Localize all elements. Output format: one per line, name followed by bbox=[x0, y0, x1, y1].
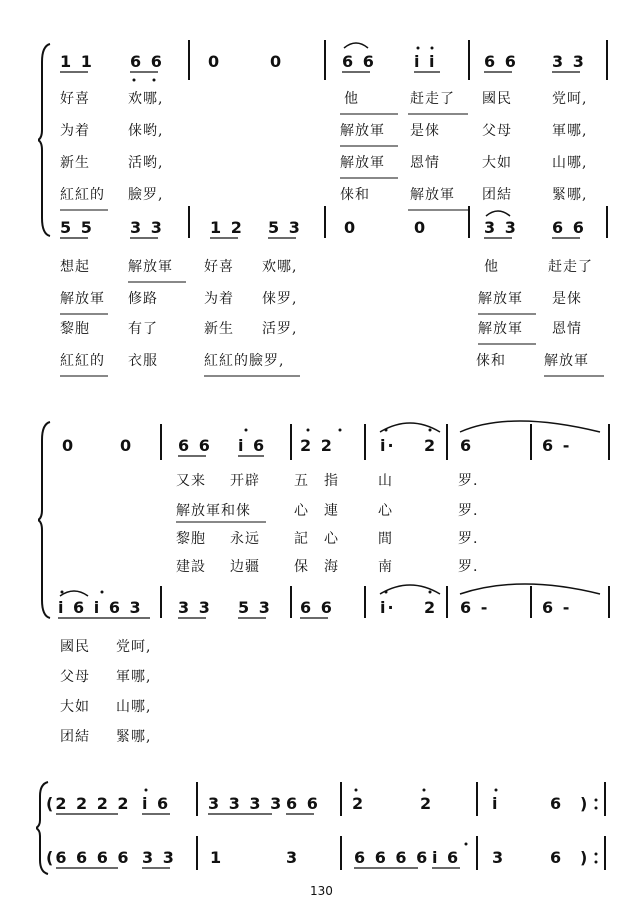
lyric: 罗. bbox=[458, 473, 479, 489]
lyric: 間 bbox=[378, 531, 393, 547]
lyric: 指 bbox=[324, 473, 339, 489]
lyric: 紅紅的 bbox=[60, 187, 105, 203]
note: i 6 bbox=[142, 794, 171, 813]
note: 3 3 bbox=[552, 52, 586, 71]
note: 1 bbox=[210, 848, 224, 867]
lyric: 解放軍 bbox=[478, 291, 523, 307]
lyric: 团結 bbox=[60, 729, 90, 745]
lyric: 他 bbox=[344, 91, 359, 107]
lyric: 大如 bbox=[60, 699, 90, 715]
lyric: 又来 bbox=[176, 473, 206, 489]
lyric: 國民 bbox=[482, 91, 512, 107]
note: 6 6 6 6 bbox=[354, 848, 430, 867]
lyric: 俫和 bbox=[340, 187, 370, 203]
lyric: 山哪, bbox=[552, 155, 588, 171]
note: 5 3 bbox=[268, 218, 302, 237]
lyric: 臉罗, bbox=[128, 187, 164, 203]
note: 0 bbox=[270, 52, 284, 71]
page-number: 130 bbox=[310, 884, 333, 898]
lyric: 連 bbox=[324, 503, 339, 519]
lyric: 是俫 bbox=[410, 123, 440, 139]
lyric: 解放軍 bbox=[60, 291, 105, 307]
lyric: 俫和 bbox=[476, 353, 506, 369]
lyric: 父母 bbox=[482, 123, 512, 139]
note: 3 3 bbox=[142, 848, 176, 867]
lyric: 为着 bbox=[204, 291, 234, 307]
note: 3 bbox=[286, 848, 300, 867]
lyric: 衣服 bbox=[128, 353, 158, 369]
note: 6 6 bbox=[342, 52, 376, 71]
note: ) bbox=[580, 794, 590, 813]
note: 1 1 bbox=[60, 52, 94, 71]
note: 6 6 bbox=[178, 436, 212, 455]
lyric: 黎胞 bbox=[60, 321, 90, 337]
note: 5 3 bbox=[238, 598, 272, 617]
note: 6 - bbox=[542, 436, 572, 455]
lyric: 軍哪, bbox=[552, 123, 588, 139]
lyric: 想起 bbox=[60, 259, 90, 275]
note: (6 6 6 6 bbox=[46, 848, 131, 867]
note: 6 6 bbox=[552, 218, 586, 237]
lyric: 党呵, bbox=[116, 639, 152, 655]
note: 0 bbox=[62, 436, 76, 455]
lyric: 解放軍 bbox=[544, 353, 589, 369]
note: 2 bbox=[352, 794, 366, 813]
note: 5 5 bbox=[60, 218, 94, 237]
lyric: 活罗, bbox=[262, 321, 298, 337]
lyric: 山哪, bbox=[116, 699, 152, 715]
lyric: 軍哪, bbox=[116, 669, 152, 685]
lyric: 解放軍 bbox=[340, 155, 385, 171]
lyric: 大如 bbox=[482, 155, 512, 171]
lyric: 欢哪, bbox=[128, 91, 164, 107]
note: 0 bbox=[208, 52, 222, 71]
note: 6 bbox=[460, 436, 474, 455]
lyric: 海 bbox=[324, 559, 339, 575]
lyric: 解放軍 bbox=[478, 321, 523, 337]
note: 6 - bbox=[542, 598, 572, 617]
note: 3 3 bbox=[484, 218, 518, 237]
note: 6 6 bbox=[286, 794, 320, 813]
note: 6 6 bbox=[130, 52, 164, 71]
note: 0 bbox=[414, 218, 428, 237]
lyric: 俫哟, bbox=[128, 123, 164, 139]
note: 3 3 bbox=[178, 598, 212, 617]
note: (2 2 2 2 bbox=[46, 794, 131, 813]
note: 6 - bbox=[460, 598, 490, 617]
lyric: 保 bbox=[294, 559, 309, 575]
note: 0 bbox=[120, 436, 134, 455]
note: 1 2 bbox=[210, 218, 244, 237]
note: i· bbox=[380, 436, 396, 455]
note: 3 bbox=[492, 848, 506, 867]
lyric: 边疆 bbox=[230, 559, 260, 575]
lyric: 心 bbox=[294, 503, 309, 519]
lyric: 心 bbox=[324, 531, 339, 547]
lyric: 团結 bbox=[482, 187, 512, 203]
lyric: 紅紅的 bbox=[60, 353, 105, 369]
note: 6 bbox=[550, 794, 564, 813]
note: 3 3 bbox=[130, 218, 164, 237]
lyric: 有了 bbox=[128, 321, 158, 337]
lyric: 是俫 bbox=[552, 291, 582, 307]
lyric: 好喜 bbox=[60, 91, 90, 107]
lyric: 解放軍和俫 bbox=[176, 503, 251, 519]
note: i 6 i 6 3 bbox=[58, 598, 143, 617]
lyric: 新生 bbox=[60, 155, 90, 171]
note: i 6 bbox=[238, 436, 267, 455]
note: 6 6 bbox=[300, 598, 334, 617]
note: i bbox=[492, 794, 500, 813]
lyric: 緊哪, bbox=[552, 187, 588, 203]
note: i· bbox=[380, 598, 396, 617]
lyric: 罗. bbox=[458, 503, 479, 519]
lyric: 活哟, bbox=[128, 155, 164, 171]
lyric: 解放軍 bbox=[128, 259, 173, 275]
lyric: 新生 bbox=[204, 321, 234, 337]
lyric: 党呵, bbox=[552, 91, 588, 107]
lyric: 好喜 bbox=[204, 259, 234, 275]
lyric: 他 bbox=[484, 259, 499, 275]
lyric: 五 bbox=[294, 473, 309, 489]
lyric: 赶走了 bbox=[548, 259, 593, 275]
lyric: 黎胞 bbox=[176, 531, 206, 547]
lyric: 恩情 bbox=[552, 321, 582, 337]
lyric: 罗. bbox=[458, 559, 479, 575]
lyric: 俫罗, bbox=[262, 291, 298, 307]
lyric: 恩情 bbox=[410, 155, 440, 171]
note: i i bbox=[414, 52, 437, 71]
note: 2 bbox=[420, 794, 434, 813]
note: 3 3 3 3 bbox=[208, 794, 284, 813]
lyric: 父母 bbox=[60, 669, 90, 685]
lyric: 山 bbox=[378, 473, 393, 489]
note: 6 6 bbox=[484, 52, 518, 71]
lyric: 修路 bbox=[128, 291, 158, 307]
note: 2 2 bbox=[300, 436, 334, 455]
note: 6 bbox=[550, 848, 564, 867]
lyric: 永远 bbox=[230, 531, 260, 547]
lyric: 建設 bbox=[176, 559, 206, 575]
lyric: 罗. bbox=[458, 531, 479, 547]
lyric: 緊哪, bbox=[116, 729, 152, 745]
lyric: 記 bbox=[294, 531, 309, 547]
lyric: 心 bbox=[378, 503, 393, 519]
lyric: 解放軍 bbox=[410, 187, 455, 203]
lyric: 开辟 bbox=[230, 473, 260, 489]
lyric: 欢哪, bbox=[262, 259, 298, 275]
note: i 6 bbox=[432, 848, 461, 867]
lyric: 为着 bbox=[60, 123, 90, 139]
lyric: 赶走了 bbox=[410, 91, 455, 107]
note: ) bbox=[580, 848, 590, 867]
note: 2 bbox=[424, 436, 438, 455]
lyric: 解放軍 bbox=[340, 123, 385, 139]
note: 0 bbox=[344, 218, 358, 237]
note: 2 bbox=[424, 598, 438, 617]
lyric: 紅紅的臉罗, bbox=[204, 353, 285, 369]
lyric: 國民 bbox=[60, 639, 90, 655]
lyric: 南 bbox=[378, 559, 393, 575]
